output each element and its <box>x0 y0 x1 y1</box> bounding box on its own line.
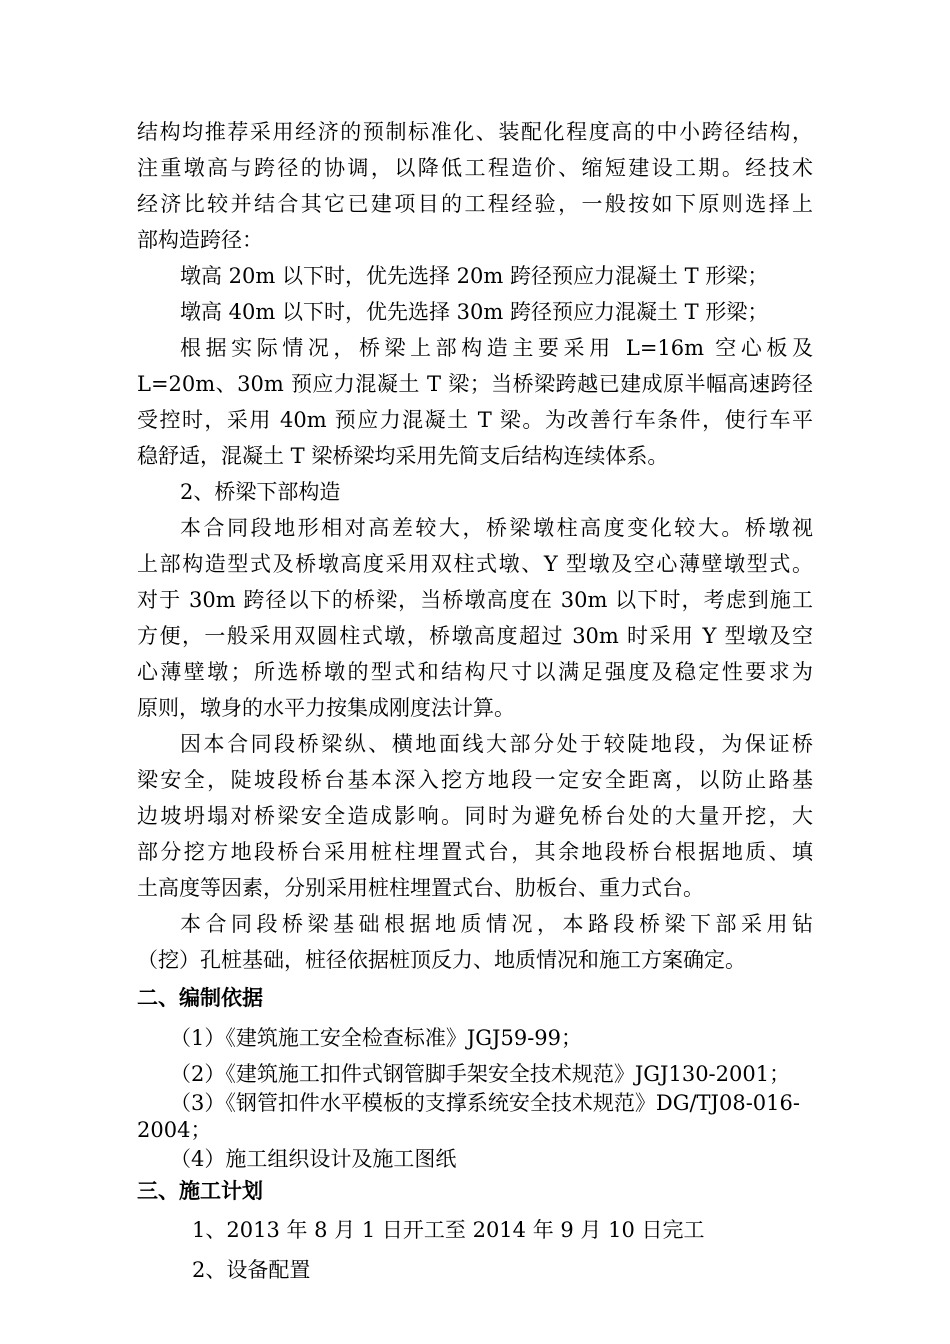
reference-item-1: （1）《建筑施工安全检查标准》JGJ59-99； <box>170 1026 583 1050</box>
paragraph-5-line-1: 本合同段桥梁基础根据地质情况，本路段桥梁下部采用钻 <box>180 912 813 936</box>
paragraph-1-line-4: 部构造跨径： <box>137 228 263 252</box>
schedule-item-2: 2、设备配置 <box>192 1258 311 1282</box>
reference-item-3-continued: 2004； <box>137 1118 212 1142</box>
paragraph-3-line-2: 上部构造型式及桥墩高度采用双柱式墩、Y 型墩及空心薄壁墩型式。 <box>137 552 813 576</box>
reference-item-2: （2）《建筑施工扣件式钢管脚手架安全技术规范》JGJ130-2001； <box>170 1062 791 1086</box>
reference-item-3: （3）《钢管扣件水平模板的支撑系统安全技术规范》DG/TJ08-016- <box>170 1091 800 1115</box>
paragraph-4-line-2: 梁安全，陡坡段桥台基本深入挖方地段一定安全距离，以防止路基 <box>137 768 813 792</box>
paragraph-1-line-2: 注重墩高与跨径的协调，以降低工程造价、缩短建设工期。经技术 <box>137 156 813 180</box>
paragraph-3-line-3: 对于 30m 跨径以下的桥梁，当桥墩高度在 30m 以下时，考虑到施工 <box>137 588 813 612</box>
reference-item-4: （4）施工组织设计及施工图纸 <box>170 1147 457 1171</box>
subheading-bridge-substructure: 2、桥梁下部构造 <box>180 480 341 504</box>
paragraph-5-line-2: （挖）孔桩基础，桩径依据桩顶反力、地质情况和施工方案确定。 <box>137 948 746 972</box>
paragraph-4-line-4: 部分挖方地段桥台采用桩柱埋置式台，其余地段桥台根据地质、填 <box>137 840 813 864</box>
paragraph-1-line-3: 经济比较并结合其它已建项目的工程经验，一般按如下原则选择上 <box>137 192 813 216</box>
paragraph-4-line-1: 因本合同段桥梁纵、横地面线大部分处于较陡地段，为保证桥 <box>180 732 813 756</box>
paragraph-3-line-6: 原则，墩身的水平力按集成刚度法计算。 <box>137 696 515 720</box>
paragraph-2-line-2: L=20m、30m 预应力混凝土 T 梁；当桥梁跨越已建成原半幅高速跨径 <box>137 372 813 396</box>
paragraph-4-line-3: 边坡坍塌对桥梁安全造成影响。同时为避免桥台处的大量开挖，大 <box>137 804 813 828</box>
rule-2: 墩高 40m 以下时，优先选择 30m 跨径预应力混凝土 T 形梁； <box>180 300 769 324</box>
rule-1: 墩高 20m 以下时，优先选择 20m 跨径预应力混凝土 T 形梁； <box>180 264 769 288</box>
paragraph-4-line-5: 土高度等因素，分别采用桩柱埋置式台、肋板台、重力式台。 <box>137 876 704 900</box>
paragraph-2-line-3: 受控时，采用 40m 预应力混凝土 T 梁。为改善行车条件，使行车平 <box>137 408 813 432</box>
paragraph-1-line-1: 结构均推荐采用经济的预制标准化、装配化程度高的中小跨径结构， <box>137 120 813 144</box>
section-3-heading: 三、施工计划 <box>137 1179 263 1203</box>
paragraph-3-line-4: 方便，一般采用双圆柱式墩，桥墩高度超过 30m 时采用 Y 型墩及空 <box>137 624 813 648</box>
schedule-item-1: 1、2013 年 8 月 1 日开工至 2014 年 9 月 10 日完工 <box>192 1218 705 1242</box>
section-2-heading: 二、编制依据 <box>137 986 263 1010</box>
paragraph-2-line-1: 根据实际情况，桥梁上部构造主要采用 L=16m 空心板及 <box>180 336 813 360</box>
paragraph-3-line-1: 本合同段地形相对高差较大，桥梁墩柱高度变化较大。桥墩视 <box>180 516 813 540</box>
paragraph-2-line-4: 稳舒适，混凝土 T 梁桥梁均采用先简支后结构连续体系。 <box>137 444 669 468</box>
paragraph-3-line-5: 心薄壁墩；所选桥墩的型式和结构尺寸以满足强度及稳定性要求为 <box>137 660 813 684</box>
